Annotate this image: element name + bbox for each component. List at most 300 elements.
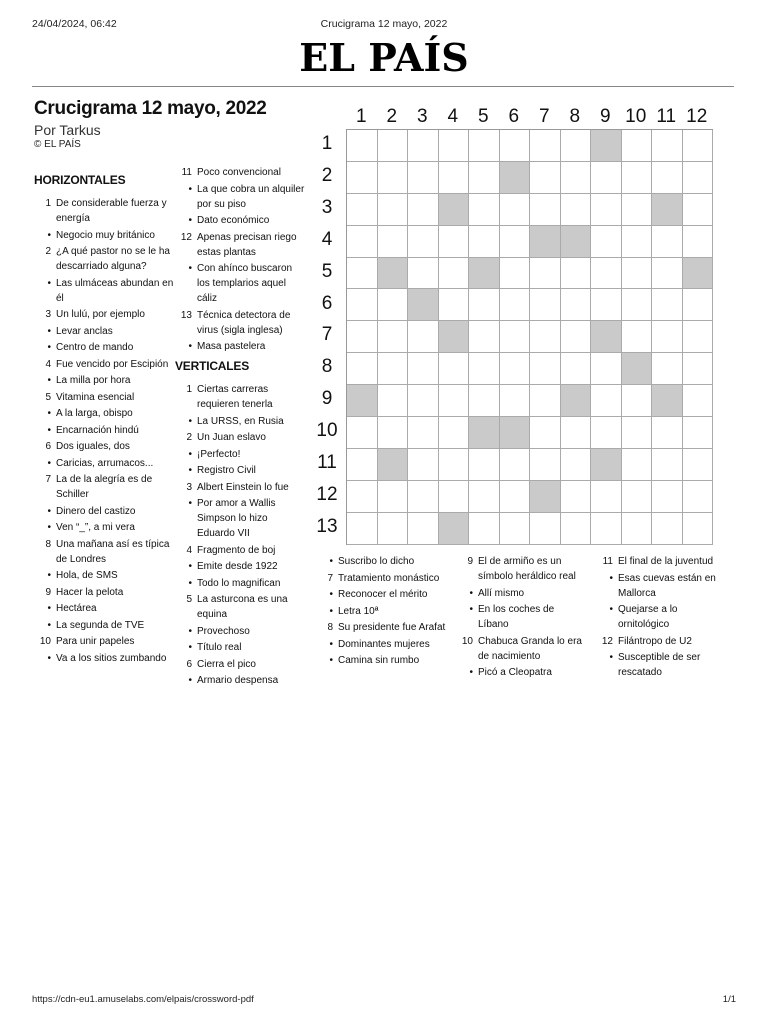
clue-number: • bbox=[469, 667, 473, 678]
grid-cell[interactable] bbox=[347, 130, 378, 162]
grid-cell[interactable] bbox=[408, 226, 439, 258]
grid-cell[interactable] bbox=[469, 481, 500, 513]
clue-item bbox=[175, 640, 305, 655]
grid-cell[interactable] bbox=[439, 353, 470, 385]
clue-number: • bbox=[188, 448, 192, 460]
clue-number: • bbox=[188, 577, 192, 589]
grid-cell[interactable] bbox=[683, 449, 714, 481]
clue-item bbox=[34, 324, 174, 339]
clue-text: Su presidente fue Arafat bbox=[338, 622, 446, 633]
grid-cell[interactable] bbox=[347, 321, 378, 353]
grid-cell[interactable] bbox=[408, 385, 439, 417]
clue-number: 4 bbox=[45, 358, 51, 370]
clue-item bbox=[316, 571, 451, 586]
clue-number: • bbox=[469, 604, 473, 615]
grid-cell[interactable] bbox=[347, 162, 378, 194]
grid-cell[interactable] bbox=[378, 481, 409, 513]
grid-cell[interactable] bbox=[530, 194, 561, 226]
grid-cell[interactable] bbox=[561, 513, 592, 545]
grid-cell[interactable] bbox=[622, 417, 653, 449]
grid-cell[interactable] bbox=[500, 194, 531, 226]
clue-text: Cierra el pico bbox=[197, 658, 256, 670]
grid-cell[interactable] bbox=[439, 385, 470, 417]
grid-cell[interactable] bbox=[408, 130, 439, 162]
grid-cell[interactable] bbox=[347, 258, 378, 290]
grid-cell[interactable] bbox=[622, 162, 653, 194]
clue-item bbox=[34, 244, 174, 274]
grid-cell[interactable] bbox=[622, 321, 653, 353]
grid-cell[interactable] bbox=[530, 385, 561, 417]
grid-cell[interactable] bbox=[622, 194, 653, 226]
clue-text: Quejarse a lo ornitológico bbox=[618, 604, 678, 630]
clue-number: 10 bbox=[461, 635, 473, 647]
grid-cell[interactable] bbox=[500, 385, 531, 417]
shaded-cell bbox=[652, 385, 683, 417]
clue-text: Vitamina esencial bbox=[56, 391, 135, 403]
row-number: 9 bbox=[321, 388, 333, 410]
grid-cell[interactable] bbox=[500, 289, 531, 321]
clue-text: Hacer la pelota bbox=[56, 586, 124, 598]
clue-item bbox=[34, 357, 174, 372]
shaded-cell bbox=[378, 258, 409, 290]
grid-cell[interactable] bbox=[408, 513, 439, 545]
print-title: Crucigrama 12 mayo, 2022 bbox=[320, 18, 448, 30]
vertical-clue-list-cont bbox=[316, 554, 451, 668]
clue-item bbox=[34, 585, 174, 600]
grid-cell[interactable] bbox=[652, 481, 683, 513]
clue-number: 3 bbox=[186, 481, 192, 493]
clue-number: • bbox=[47, 505, 51, 517]
clue-item bbox=[456, 634, 586, 664]
clue-item bbox=[175, 447, 305, 462]
shaded-cell bbox=[408, 289, 439, 321]
grid-cell[interactable] bbox=[469, 321, 500, 353]
puzzle-title: Crucigrama 12 mayo, 2022 bbox=[34, 98, 267, 119]
shaded-cell bbox=[591, 449, 622, 481]
shaded-cell bbox=[622, 353, 653, 385]
grid-cell[interactable] bbox=[378, 513, 409, 545]
clue-text: A la larga, obispo bbox=[56, 408, 133, 419]
column-number: 9 bbox=[599, 106, 611, 127]
shaded-cell bbox=[530, 226, 561, 258]
grid-cell[interactable] bbox=[347, 226, 378, 258]
clue-item bbox=[34, 439, 174, 454]
grid-cell[interactable] bbox=[408, 481, 439, 513]
shaded-cell bbox=[500, 417, 531, 449]
row-number: 3 bbox=[321, 196, 333, 218]
clue-item bbox=[175, 165, 305, 180]
grid-cell[interactable] bbox=[622, 130, 653, 162]
grid-cell[interactable] bbox=[591, 226, 622, 258]
grid-cell[interactable] bbox=[347, 481, 378, 513]
grid-cell[interactable] bbox=[530, 449, 561, 481]
grid-cell[interactable] bbox=[530, 289, 561, 321]
clue-item bbox=[175, 213, 305, 228]
grid-cell[interactable] bbox=[469, 513, 500, 545]
clue-item bbox=[596, 554, 726, 569]
grid-cell[interactable] bbox=[347, 194, 378, 226]
grid-cell[interactable] bbox=[622, 226, 653, 258]
clue-number: • bbox=[47, 408, 51, 419]
vertical-clue-list bbox=[175, 382, 305, 688]
grid-cell[interactable] bbox=[408, 258, 439, 290]
grid-cell[interactable] bbox=[652, 321, 683, 353]
clue-item bbox=[34, 601, 174, 616]
vertical-clue-list-cont bbox=[596, 554, 726, 680]
grid-cell[interactable] bbox=[652, 258, 683, 290]
grid-cell[interactable] bbox=[408, 353, 439, 385]
grid-cell[interactable] bbox=[591, 385, 622, 417]
grid-cell[interactable] bbox=[561, 481, 592, 513]
clue-number: • bbox=[188, 183, 192, 195]
column-number: 2 bbox=[386, 106, 398, 127]
clue-text: Una mañana así es típica de Londres bbox=[56, 538, 170, 565]
clue-text: ¿A qué pastor no se le ha descarriado alguna? bbox=[56, 246, 170, 272]
grid-cell[interactable] bbox=[683, 194, 714, 226]
clue-number: • bbox=[609, 652, 613, 663]
row-number: 6 bbox=[321, 292, 333, 314]
grid-cell[interactable] bbox=[500, 513, 531, 545]
clue-item bbox=[175, 308, 305, 338]
shaded-cell bbox=[469, 417, 500, 449]
grid-cell[interactable] bbox=[622, 385, 653, 417]
clue-item bbox=[34, 276, 174, 306]
grid-cell[interactable] bbox=[683, 321, 714, 353]
clue-item bbox=[175, 576, 305, 591]
grid-cell[interactable] bbox=[439, 289, 470, 321]
grid-cell[interactable] bbox=[408, 449, 439, 481]
clue-text: La milla por hora bbox=[56, 375, 131, 386]
clue-text: Caricias, arrumacos... bbox=[56, 457, 154, 469]
clue-item bbox=[316, 587, 451, 602]
grid-cell[interactable] bbox=[347, 449, 378, 481]
grid-cell[interactable] bbox=[347, 289, 378, 321]
clue-number: • bbox=[188, 215, 192, 226]
clue-item bbox=[316, 620, 451, 635]
grid-cell[interactable] bbox=[591, 513, 622, 545]
grid-cell[interactable] bbox=[652, 417, 683, 449]
grid-cell[interactable] bbox=[683, 162, 714, 194]
grid-cell[interactable] bbox=[683, 513, 714, 545]
clue-number: • bbox=[609, 572, 613, 584]
clue-text: Centro de mando bbox=[56, 342, 134, 353]
grid-cell[interactable] bbox=[347, 353, 378, 385]
column-number: 3 bbox=[416, 106, 428, 127]
grid-cell[interactable] bbox=[683, 226, 714, 258]
grid-cell[interactable] bbox=[683, 417, 714, 449]
grid-cell[interactable] bbox=[500, 321, 531, 353]
grid-cell[interactable] bbox=[408, 321, 439, 353]
grid-cell[interactable] bbox=[683, 130, 714, 162]
shaded-cell bbox=[500, 162, 531, 194]
grid-cell[interactable] bbox=[622, 513, 653, 545]
grid-cell[interactable] bbox=[469, 162, 500, 194]
clue-text: Suscribo lo dicho bbox=[338, 556, 415, 567]
grid-cell[interactable] bbox=[378, 353, 409, 385]
clue-text: Negocio muy británico bbox=[56, 229, 155, 241]
clue-number: • bbox=[329, 655, 333, 666]
row-number: 2 bbox=[321, 164, 333, 186]
grid-cell[interactable] bbox=[683, 385, 714, 417]
clue-text: Chabuca Granda lo era de nacimiento bbox=[478, 635, 582, 662]
clue-number: • bbox=[188, 341, 192, 352]
grid-cell[interactable] bbox=[683, 289, 714, 321]
el-pais-logo: EL PAÍS bbox=[299, 35, 469, 80]
row-number: 11 bbox=[317, 452, 337, 473]
grid-cell[interactable] bbox=[530, 162, 561, 194]
grid-cell[interactable] bbox=[469, 385, 500, 417]
clue-item bbox=[175, 624, 305, 639]
grid-cell[interactable] bbox=[561, 449, 592, 481]
clue-text: ¡Perfecto! bbox=[197, 448, 241, 460]
clue-number: 12 bbox=[180, 231, 192, 243]
grid-cell[interactable] bbox=[469, 289, 500, 321]
clue-number: 13 bbox=[180, 309, 192, 321]
grid-cell[interactable] bbox=[378, 226, 409, 258]
grid-cell[interactable] bbox=[622, 449, 653, 481]
clue-number: 12 bbox=[601, 635, 613, 647]
clue-text: Dato económico bbox=[197, 215, 270, 226]
grid-cell[interactable] bbox=[561, 321, 592, 353]
clue-item bbox=[175, 592, 305, 622]
grid-cell[interactable] bbox=[378, 417, 409, 449]
grid-cell[interactable] bbox=[652, 449, 683, 481]
clue-item bbox=[34, 228, 174, 243]
grid-cell[interactable] bbox=[530, 130, 561, 162]
puzzle-copyright: © EL PAÍS bbox=[34, 139, 81, 150]
clue-text: Hola, de SMS bbox=[56, 570, 118, 581]
grid-cell[interactable] bbox=[561, 289, 592, 321]
grid-cell[interactable] bbox=[652, 513, 683, 545]
clue-item bbox=[316, 554, 451, 569]
clue-number: 4 bbox=[186, 544, 192, 556]
clue-item bbox=[175, 480, 305, 495]
clue-number: 5 bbox=[186, 594, 192, 605]
grid-cell[interactable] bbox=[530, 353, 561, 385]
clue-text: Emite desde 1922 bbox=[197, 561, 278, 572]
clue-item bbox=[34, 520, 174, 535]
grid-cell[interactable] bbox=[378, 289, 409, 321]
clue-text: Susceptible de ser rescatado bbox=[618, 652, 701, 678]
clue-number: • bbox=[47, 342, 51, 353]
grid-cell[interactable] bbox=[561, 353, 592, 385]
clue-number: 5 bbox=[45, 391, 51, 403]
clue-text: Dominantes mujeres bbox=[338, 638, 430, 650]
grid-cell[interactable] bbox=[591, 258, 622, 290]
grid-cell[interactable] bbox=[652, 289, 683, 321]
grid-cell[interactable] bbox=[378, 321, 409, 353]
grid-cell[interactable] bbox=[408, 162, 439, 194]
clue-number: • bbox=[188, 465, 192, 476]
grid-cell[interactable] bbox=[622, 481, 653, 513]
clue-number: • bbox=[329, 605, 333, 617]
grid-cell[interactable] bbox=[378, 385, 409, 417]
clue-number: • bbox=[47, 424, 51, 436]
column-number: 10 bbox=[625, 106, 647, 127]
grid-cell[interactable] bbox=[530, 321, 561, 353]
clue-item bbox=[34, 504, 174, 519]
grid-cell[interactable] bbox=[591, 289, 622, 321]
clue-text: Va a los sitios zumbando bbox=[56, 652, 167, 664]
clue-text: Registro Civil bbox=[197, 465, 256, 476]
clue-text: Letra 10ª bbox=[338, 605, 379, 617]
clue-item bbox=[316, 653, 451, 668]
grid-cell[interactable] bbox=[500, 258, 531, 290]
grid-cell[interactable] bbox=[622, 289, 653, 321]
column-number: 5 bbox=[477, 106, 489, 127]
grid-cell[interactable] bbox=[530, 258, 561, 290]
grid-cell[interactable] bbox=[561, 162, 592, 194]
grid-cell[interactable] bbox=[591, 481, 622, 513]
grid-cell[interactable] bbox=[439, 226, 470, 258]
clue-item bbox=[34, 373, 174, 388]
grid-cell[interactable] bbox=[591, 194, 622, 226]
grid-cell[interactable] bbox=[439, 130, 470, 162]
clue-item bbox=[456, 665, 586, 680]
grid-cell[interactable] bbox=[561, 194, 592, 226]
clue-number: 8 bbox=[327, 622, 333, 633]
grid-cell[interactable] bbox=[408, 417, 439, 449]
grid-cell[interactable] bbox=[622, 258, 653, 290]
clue-text: La segunda de TVE bbox=[56, 619, 145, 631]
grid-cell[interactable] bbox=[439, 258, 470, 290]
clue-text: Dos iguales, dos bbox=[56, 441, 130, 452]
clue-number: • bbox=[188, 263, 192, 274]
clue-text: Ciertas carreras requieren tenerla bbox=[197, 384, 273, 410]
grid-cell[interactable] bbox=[347, 417, 378, 449]
grid-cell[interactable] bbox=[652, 353, 683, 385]
clue-text: Poco convencional bbox=[197, 167, 281, 178]
clue-text: Allí mismo bbox=[478, 587, 525, 599]
clue-number: 6 bbox=[186, 658, 192, 670]
clue-text: Encarnación hindú bbox=[56, 424, 139, 436]
clue-item bbox=[34, 651, 174, 666]
clue-text: Técnica detectora de virus (sigla inglesa) bbox=[197, 309, 291, 336]
grid-cell[interactable] bbox=[652, 226, 683, 258]
horizontal-clue-list bbox=[34, 196, 174, 666]
verticales-heading: VERTICALES bbox=[175, 359, 250, 373]
clue-text: Para unir papeles bbox=[56, 636, 135, 647]
clue-item bbox=[34, 456, 174, 471]
clue-text: Albert Einstein lo fue bbox=[197, 481, 289, 493]
grid-cell[interactable] bbox=[500, 481, 531, 513]
grid-cell[interactable] bbox=[591, 417, 622, 449]
clue-item bbox=[34, 406, 174, 421]
grid-cell[interactable] bbox=[469, 449, 500, 481]
clue-number: • bbox=[47, 619, 51, 631]
clue-number: • bbox=[609, 604, 613, 615]
clue-text: Levar anclas bbox=[56, 325, 113, 337]
grid-cell[interactable] bbox=[469, 353, 500, 385]
grid-cell[interactable] bbox=[561, 258, 592, 290]
clues-column-5 bbox=[596, 554, 726, 682]
row-number: 1 bbox=[321, 133, 333, 154]
grid-cell[interactable] bbox=[439, 481, 470, 513]
grid-cell[interactable] bbox=[652, 130, 683, 162]
clue-item bbox=[316, 637, 451, 652]
column-number: 7 bbox=[538, 106, 550, 127]
clue-number: • bbox=[47, 522, 51, 533]
grid-cell[interactable] bbox=[530, 417, 561, 449]
clue-number: • bbox=[47, 652, 51, 664]
clues-column-3 bbox=[316, 554, 451, 670]
grid-cell[interactable] bbox=[652, 162, 683, 194]
clue-number: 3 bbox=[45, 309, 51, 320]
clue-item bbox=[175, 230, 305, 260]
grid-cell[interactable] bbox=[469, 194, 500, 226]
grid-cell[interactable] bbox=[439, 417, 470, 449]
clue-text: El final de la juventud bbox=[618, 556, 714, 567]
clue-item bbox=[456, 586, 586, 601]
grid-cell[interactable] bbox=[500, 353, 531, 385]
grid-cell[interactable] bbox=[561, 130, 592, 162]
grid-cell[interactable] bbox=[500, 226, 531, 258]
grid-cell[interactable] bbox=[378, 194, 409, 226]
grid-cell[interactable] bbox=[378, 130, 409, 162]
grid-cell[interactable] bbox=[683, 481, 714, 513]
clue-item bbox=[175, 463, 305, 478]
column-number: 1 bbox=[355, 106, 367, 127]
puzzle-author: Por Tarkus bbox=[34, 122, 101, 138]
clue-number: 9 bbox=[467, 556, 473, 567]
clue-text: Por amor a Wallis Simpson lo hizo Eduardo VII bbox=[197, 498, 276, 539]
grid-cell[interactable] bbox=[683, 353, 714, 385]
grid-cell[interactable] bbox=[561, 417, 592, 449]
clue-number: 7 bbox=[327, 572, 333, 584]
grid-cell[interactable] bbox=[378, 162, 409, 194]
grid-cell[interactable] bbox=[530, 513, 561, 545]
clue-text: Tratamiento monástico bbox=[338, 572, 440, 584]
grid-cell[interactable] bbox=[469, 226, 500, 258]
clue-item bbox=[34, 423, 174, 438]
clue-number: • bbox=[47, 375, 51, 386]
clue-number: • bbox=[188, 642, 192, 653]
grid-cell[interactable] bbox=[347, 513, 378, 545]
crossword-grid bbox=[346, 129, 713, 545]
grid-cell[interactable] bbox=[591, 162, 622, 194]
grid-cell[interactable] bbox=[500, 449, 531, 481]
grid-cell[interactable] bbox=[439, 162, 470, 194]
clue-text: Picó a Cleopatra bbox=[478, 667, 552, 678]
row-number: 7 bbox=[321, 324, 333, 346]
shaded-cell bbox=[439, 194, 470, 226]
grid-cell[interactable] bbox=[591, 353, 622, 385]
clue-text: La que cobra un alquiler por su piso bbox=[197, 183, 305, 210]
shaded-cell bbox=[347, 385, 378, 417]
clue-item bbox=[175, 496, 305, 541]
shaded-cell bbox=[439, 321, 470, 353]
row-number: 8 bbox=[321, 356, 333, 378]
grid-cell[interactable] bbox=[439, 449, 470, 481]
clue-number: 10 bbox=[39, 636, 51, 647]
grid-cell[interactable] bbox=[408, 194, 439, 226]
clue-number: • bbox=[329, 556, 333, 567]
shaded-cell bbox=[530, 481, 561, 513]
shaded-cell bbox=[378, 449, 409, 481]
clue-item bbox=[456, 554, 586, 584]
grid-cell[interactable] bbox=[500, 130, 531, 162]
shaded-cell bbox=[469, 258, 500, 290]
clue-item bbox=[175, 382, 305, 412]
clue-item bbox=[456, 602, 586, 632]
clue-item bbox=[34, 340, 174, 355]
row-number: 10 bbox=[316, 420, 338, 442]
clue-text: En los coches de Líbano bbox=[478, 604, 555, 630]
grid-cell[interactable] bbox=[469, 130, 500, 162]
clue-number: 6 bbox=[45, 441, 51, 452]
horizontales-heading: HORIZONTALES bbox=[34, 173, 126, 187]
shaded-cell bbox=[561, 385, 592, 417]
